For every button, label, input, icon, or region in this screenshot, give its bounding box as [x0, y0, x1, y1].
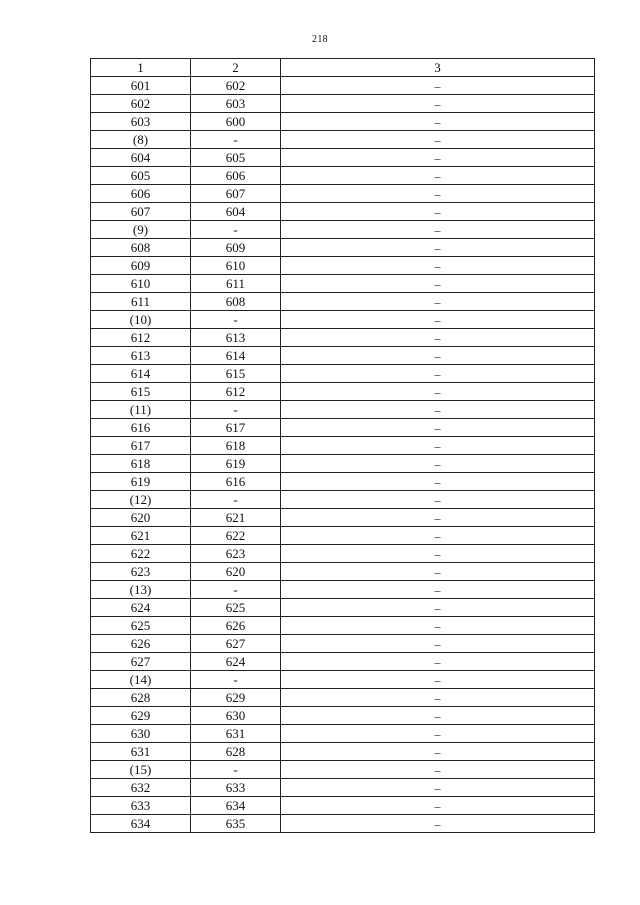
table-cell-col-3: –: [281, 815, 595, 833]
table-cell-col-3: –: [281, 401, 595, 419]
table-row: [91, 347, 595, 365]
table-cell-col-1: 601: [91, 77, 191, 95]
table-row: [91, 509, 595, 527]
table-cell-col-3: –: [281, 455, 595, 473]
table-cell-col-3: –: [281, 653, 595, 671]
table-row: [91, 725, 595, 743]
table-cell-col-1: (11): [91, 401, 191, 419]
table-cell-col-2: 628: [191, 743, 281, 761]
table-cell-col-2: 607: [191, 185, 281, 203]
table-cell-col-2: 635: [191, 815, 281, 833]
table-cell-col-2: 608: [191, 293, 281, 311]
table-cell-col-2: 616: [191, 473, 281, 491]
table-row: [91, 545, 595, 563]
table-cell-col-3: –: [281, 545, 595, 563]
table-cell-col-2: -: [191, 221, 281, 239]
table-cell-col-3: –: [281, 347, 595, 365]
table-body: [91, 77, 595, 833]
table-cell-col-1: 609: [91, 257, 191, 275]
table-cell-col-1: 620: [91, 509, 191, 527]
table-row: [91, 167, 595, 185]
table-row: [91, 383, 595, 401]
table-cell-col-3: –: [281, 509, 595, 527]
table-cell-col-3: –: [281, 797, 595, 815]
table-cell-col-1: 619: [91, 473, 191, 491]
table-cell-col-1: 631: [91, 743, 191, 761]
table-cell-col-3: –: [281, 383, 595, 401]
table-row: [91, 689, 595, 707]
table-header-row: [91, 59, 595, 77]
table-cell-col-2: 623: [191, 545, 281, 563]
table-cell-col-2: 625: [191, 599, 281, 617]
table-cell-col-2: -: [191, 671, 281, 689]
table-cell-col-1: 625: [91, 617, 191, 635]
table-row: [91, 563, 595, 581]
table-cell-col-1: 617: [91, 437, 191, 455]
table-row: [91, 275, 595, 293]
table-cell-col-1: 621: [91, 527, 191, 545]
table-cell-col-1: 606: [91, 185, 191, 203]
table-cell-col-2: 630: [191, 707, 281, 725]
table-cell-col-2: 633: [191, 779, 281, 797]
table-cell-col-3: –: [281, 131, 595, 149]
table-cell-col-3: –: [281, 761, 595, 779]
table-cell-col-1: 622: [91, 545, 191, 563]
table-cell-col-1: 615: [91, 383, 191, 401]
table-cell-col-2: 619: [191, 455, 281, 473]
table-cell-col-1: (10): [91, 311, 191, 329]
table-row: [91, 257, 595, 275]
table-cell-col-3: –: [281, 167, 595, 185]
table-cell-col-2: 621: [191, 509, 281, 527]
table-cell-col-1: 608: [91, 239, 191, 257]
table-cell-col-3: –: [281, 95, 595, 113]
table-row: [91, 77, 595, 95]
table-cell-col-3: –: [281, 113, 595, 131]
table-row: [91, 779, 595, 797]
table-row: [91, 671, 595, 689]
table-row: [91, 527, 595, 545]
table-row: [91, 617, 595, 635]
table-cell-col-2: 631: [191, 725, 281, 743]
table-cell-col-1: 627: [91, 653, 191, 671]
table-cell-col-2: 620: [191, 563, 281, 581]
table-cell-col-1: 616: [91, 419, 191, 437]
table-cell-col-2: 618: [191, 437, 281, 455]
table-cell-col-1: 629: [91, 707, 191, 725]
table-row: [91, 761, 595, 779]
table-cell-col-2: 604: [191, 203, 281, 221]
table-cell-col-3: –: [281, 563, 595, 581]
table-cell-col-3: –: [281, 329, 595, 347]
table-cell-col-3: –: [281, 275, 595, 293]
table-row: [91, 635, 595, 653]
table-row: [91, 455, 595, 473]
table-cell-col-1: 605: [91, 167, 191, 185]
table-cell-col-3: –: [281, 671, 595, 689]
table-row: [91, 419, 595, 437]
table-cell-col-3: –: [281, 203, 595, 221]
table-cell-col-2: 627: [191, 635, 281, 653]
table-cell-col-3: –: [281, 257, 595, 275]
table-cell-col-2: 609: [191, 239, 281, 257]
table-row: [91, 581, 595, 599]
table-row: [91, 131, 595, 149]
table-row: [91, 437, 595, 455]
table-row: [91, 113, 595, 131]
table-row: [91, 149, 595, 167]
table-cell-col-2: 611: [191, 275, 281, 293]
table-cell-col-1: (12): [91, 491, 191, 509]
table-cell-col-1: 614: [91, 365, 191, 383]
column-header-3: 3: [281, 59, 595, 77]
table-cell-col-1: 632: [91, 779, 191, 797]
table-cell-col-2: 629: [191, 689, 281, 707]
table-cell-col-3: –: [281, 725, 595, 743]
table-row: [91, 365, 595, 383]
table-cell-col-2: -: [191, 131, 281, 149]
table-cell-col-3: –: [281, 617, 595, 635]
table-cell-col-2: -: [191, 401, 281, 419]
table-cell-col-1: 628: [91, 689, 191, 707]
table-row: [91, 185, 595, 203]
data-table: [90, 58, 595, 833]
table-cell-col-1: 623: [91, 563, 191, 581]
table-cell-col-2: 613: [191, 329, 281, 347]
table-cell-col-2: -: [191, 311, 281, 329]
table-row: [91, 221, 595, 239]
table-cell-col-3: –: [281, 581, 595, 599]
table-cell-col-2: -: [191, 581, 281, 599]
table-cell-col-1: (14): [91, 671, 191, 689]
table-row: [91, 491, 595, 509]
table-cell-col-2: 600: [191, 113, 281, 131]
table-row: [91, 707, 595, 725]
table-cell-col-1: 607: [91, 203, 191, 221]
table-cell-col-3: –: [281, 419, 595, 437]
column-header-2: 2: [191, 59, 281, 77]
table-cell-col-3: –: [281, 437, 595, 455]
table-cell-col-2: 602: [191, 77, 281, 95]
table-cell-col-1: 603: [91, 113, 191, 131]
table-cell-col-1: 612: [91, 329, 191, 347]
table-cell-col-1: 618: [91, 455, 191, 473]
table-cell-col-3: –: [281, 149, 595, 167]
table-cell-col-2: 617: [191, 419, 281, 437]
table-cell-col-3: –: [281, 221, 595, 239]
table-cell-col-1: (8): [91, 131, 191, 149]
table-row: [91, 293, 595, 311]
table-cell-col-3: –: [281, 599, 595, 617]
table-cell-col-3: –: [281, 239, 595, 257]
table-cell-col-1: 633: [91, 797, 191, 815]
table-cell-col-1: 634: [91, 815, 191, 833]
table-cell-col-3: –: [281, 635, 595, 653]
table-cell-col-1: 630: [91, 725, 191, 743]
table-cell-col-2: 605: [191, 149, 281, 167]
table-cell-col-3: –: [281, 779, 595, 797]
table-cell-col-1: (9): [91, 221, 191, 239]
table-cell-col-3: –: [281, 365, 595, 383]
table-cell-col-2: 634: [191, 797, 281, 815]
table-cell-col-3: –: [281, 743, 595, 761]
table-row: [91, 95, 595, 113]
table-cell-col-3: –: [281, 689, 595, 707]
table-row: [91, 401, 595, 419]
table-cell-col-2: 626: [191, 617, 281, 635]
table-cell-col-2: 622: [191, 527, 281, 545]
table-cell-col-2: -: [191, 491, 281, 509]
table-cell-col-2: 624: [191, 653, 281, 671]
table-cell-col-2: 603: [191, 95, 281, 113]
table-row: [91, 815, 595, 833]
page-number: 218: [312, 34, 328, 45]
table-cell-col-2: 615: [191, 365, 281, 383]
table-row: [91, 329, 595, 347]
table-row: [91, 239, 595, 257]
table-row: [91, 743, 595, 761]
table-cell-col-2: 612: [191, 383, 281, 401]
table-cell-col-1: 611: [91, 293, 191, 311]
table-cell-col-3: –: [281, 293, 595, 311]
table-cell-col-3: –: [281, 77, 595, 95]
table-cell-col-2: 614: [191, 347, 281, 365]
table-cell-col-1: 604: [91, 149, 191, 167]
table-cell-col-2: -: [191, 761, 281, 779]
table-cell-col-3: –: [281, 473, 595, 491]
table-cell-col-1: (15): [91, 761, 191, 779]
table-row: [91, 311, 595, 329]
table-cell-col-1: 610: [91, 275, 191, 293]
table-row: [91, 473, 595, 491]
table-cell-col-1: 602: [91, 95, 191, 113]
table-cell-col-1: 624: [91, 599, 191, 617]
table-cell-col-3: –: [281, 185, 595, 203]
table-cell-col-1: (13): [91, 581, 191, 599]
table-row: [91, 797, 595, 815]
table-cell-col-3: –: [281, 311, 595, 329]
table-cell-col-2: 610: [191, 257, 281, 275]
column-header-1: 1: [91, 59, 191, 77]
table-cell-col-3: –: [281, 491, 595, 509]
table-row: [91, 599, 595, 617]
table-row: [91, 203, 595, 221]
table-row: [91, 653, 595, 671]
table-header: [91, 59, 595, 77]
table-cell-col-3: –: [281, 707, 595, 725]
table-cell-col-1: 613: [91, 347, 191, 365]
table-cell-col-2: 606: [191, 167, 281, 185]
table-cell-col-3: –: [281, 527, 595, 545]
table-cell-col-1: 626: [91, 635, 191, 653]
data-table-container: [90, 58, 594, 833]
